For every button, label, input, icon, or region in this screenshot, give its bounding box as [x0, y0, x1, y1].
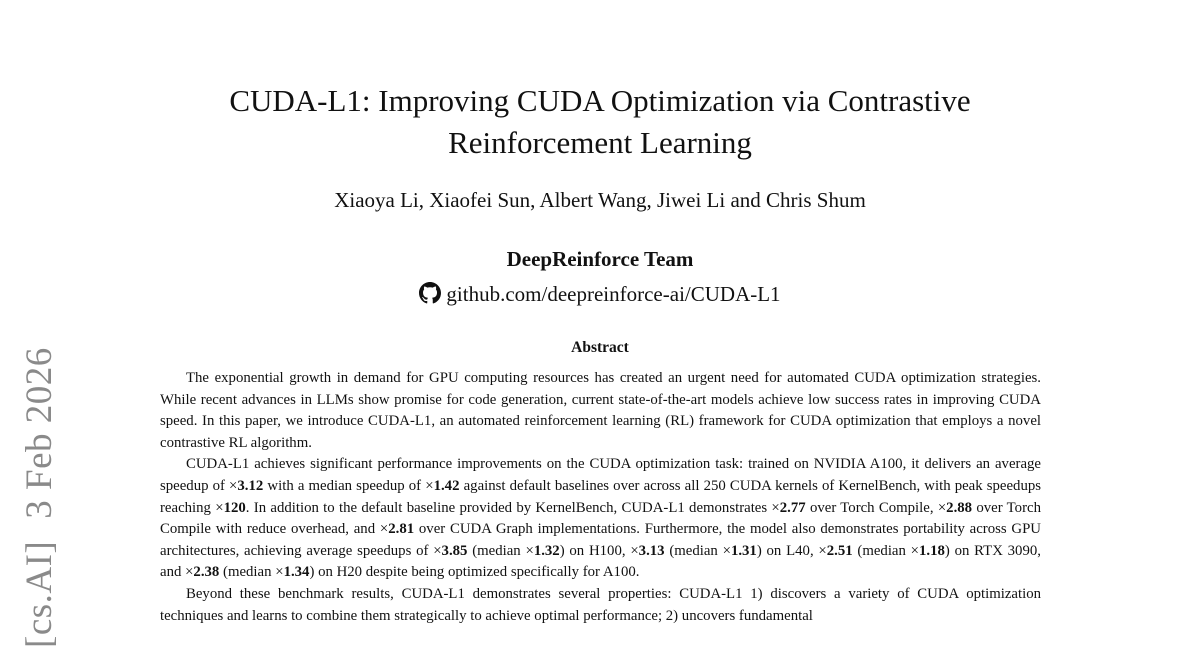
arxiv-side-stamp	[18, 347, 61, 648]
abstract-paragraph-3: Beyond these benchmark results, CUDA-L1 demonstrates several properties: CUDA-L1 1) discovers a variety of CUDA optimization techniques and learns to combine them strategically to achieve optimal performance; 2) uncovers fundamental	[160, 585, 1041, 624]
abstract-body	[160, 368, 1041, 627]
github-icon	[419, 282, 441, 311]
paper-title	[150, 80, 1050, 164]
arxiv-date: 3 Feb 2026	[19, 347, 60, 519]
repo-line	[150, 280, 1050, 311]
abstract-paragraph-1: The exponential growth in demand for GPU computing resources has created an urgent need for automated CUDA optimization strategies. While recent advances in LLMs show promise for code generation, current state-of-the-art models achieve low success rates in improving CUDA speed. In this paper, we introduce CUDA-L1, an automated reinforcement learning (RL) framework for CUDA optimization that employs a novel contrastive RL algorithm.	[160, 370, 1041, 451]
author-list: Xiaoya Li, Xiaofei Sun, Albert Wang, Jiwei Li and Chris Shum	[334, 188, 866, 212]
abstract-heading: Abstract	[571, 339, 629, 356]
title-line-1: CUDA-L1: Improving CUDA Optimization via Contrastive	[229, 83, 971, 118]
title-line-2: Reinforcement Learning	[448, 125, 752, 160]
repo-link[interactable]: github.com/deepreinforce-ai/CUDA-L1	[446, 282, 781, 306]
arxiv-category: [cs.AI]	[19, 540, 60, 648]
team-name: DeepReinforce Team	[506, 247, 694, 271]
abstract-paragraph-2: CUDA-L1 achieves significant performance improvements on the CUDA optimization task: trained on NVIDIA A100, it delivers an average speedup of ×3.12 with a median speedup of ×1.42 against default baselines over across all 250 CUDA kernels of KernelBench, with peak speedups reaching ×120. In addition to the default baseline provided by KernelBench, CUDA-L1 demonstrates ×2.77 over Torch Compile, ×2.88 over Torch Compile with reduce overhead, and ×2.81 over CUDA Graph implementations. Furthermore, the model also demonstrates portability across GPU architectures, achieving average speedups of ×3.85 (median ×1.32) on H100, ×3.13 (median ×1.31) on L40, ×2.51 (median ×1.18) on RTX 3090, and ×2.38 (median ×1.34) on H20 despite being optimized specifically for A100.	[160, 456, 1041, 581]
